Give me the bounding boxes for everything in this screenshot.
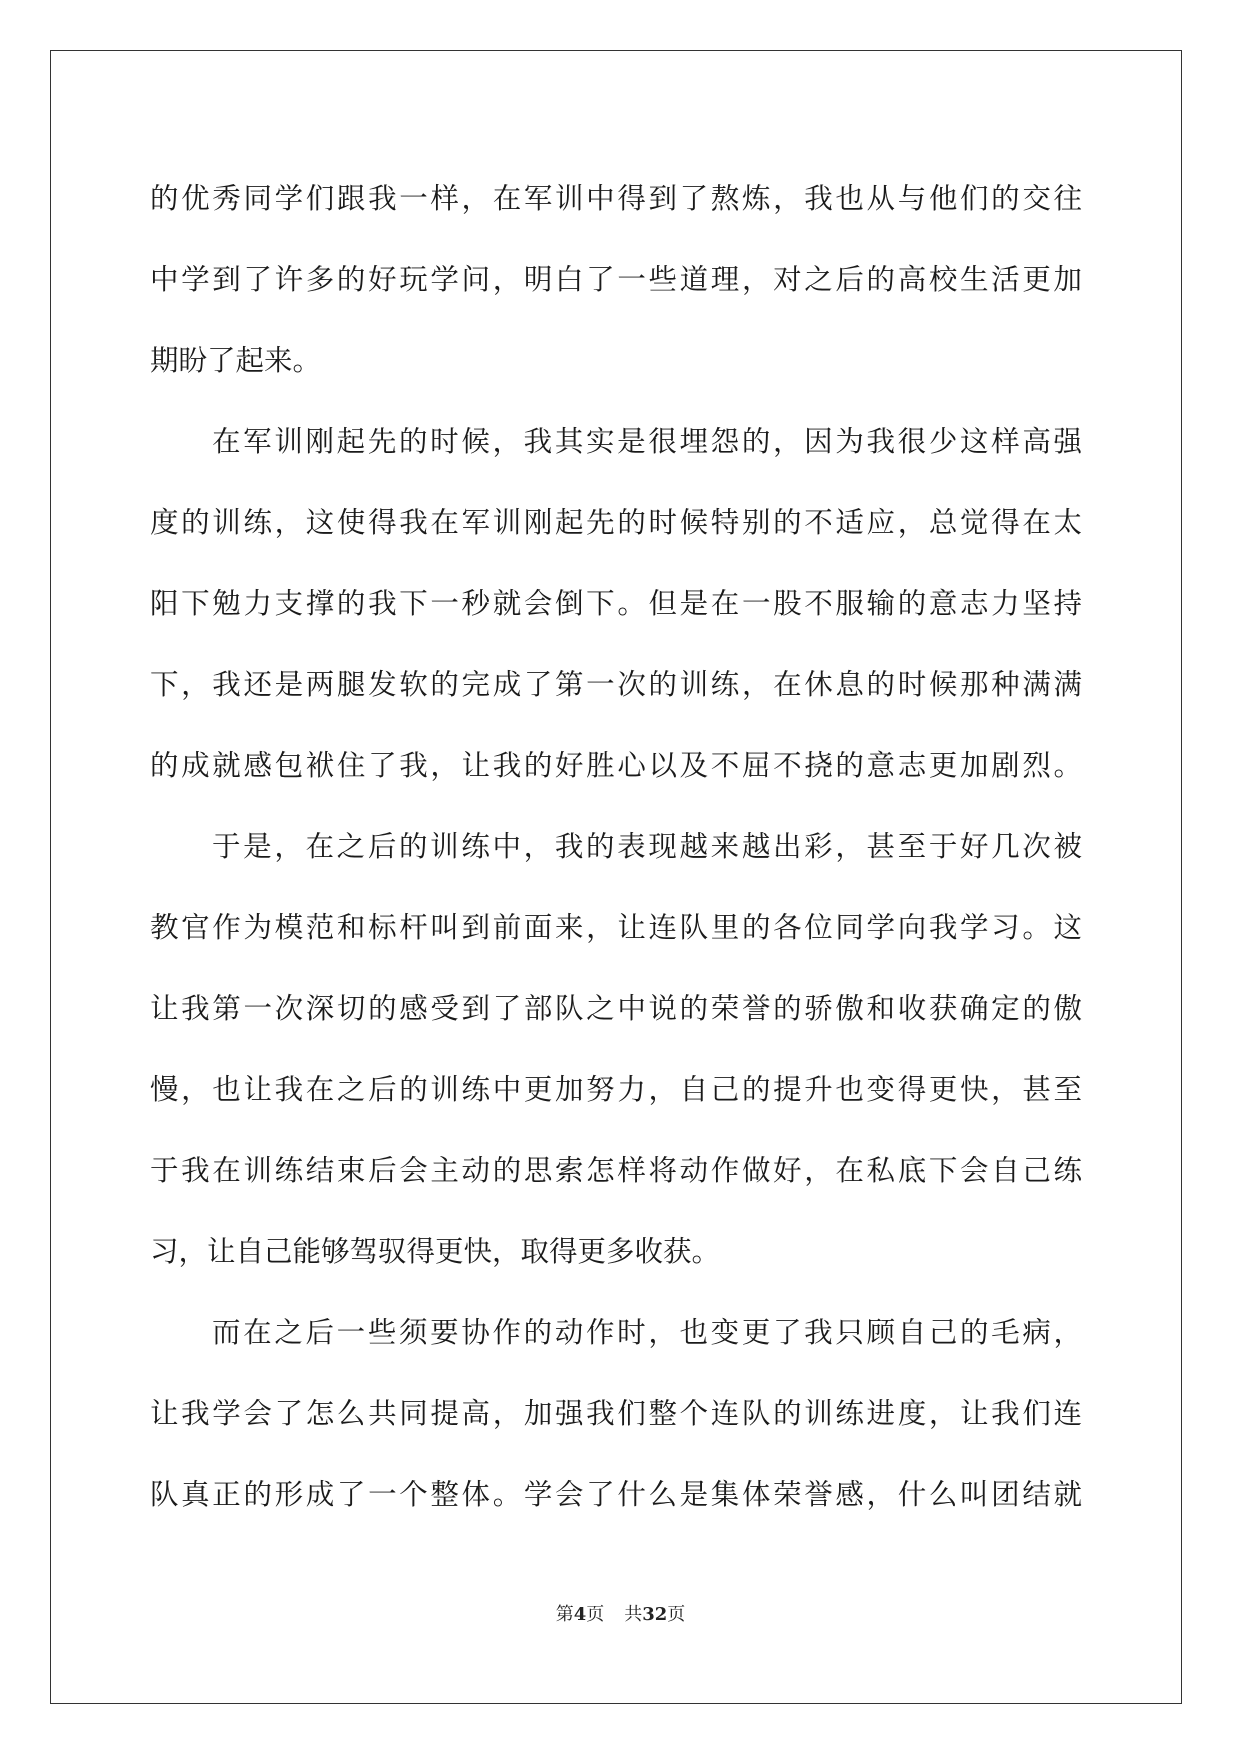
text-line: 于是，在之后的训练中，我的表现越来越出彩，甚至于好几次被 <box>212 830 1082 863</box>
paragraph-4 <box>150 1292 1082 1535</box>
text-line: 期盼了起来。 <box>150 344 322 377</box>
total-prefix: 共 <box>624 1604 643 1625</box>
text-line: 阳下勉力支撑的我下一秒就会倒下。但是在一股不服输的意志力坚持 <box>150 587 1082 620</box>
text-line: 教官作为模范和标杆叫到前面来，让连队里的各位同学向我学习。这 <box>150 911 1082 944</box>
page-suffix: 页 <box>586 1604 605 1625</box>
text-line: 习，让自己能够驾驭得更快，取得更多收获。 <box>150 1235 721 1268</box>
text-line: 于我在训练结束后会主动的思索怎样将动作做好，在私底下会自己练 <box>150 1154 1082 1187</box>
paragraph-3 <box>150 806 1082 1292</box>
page-prefix: 第 <box>555 1604 574 1625</box>
text-line: 下，我还是两腿发软的完成了第一次的训练，在休息的时候那种满满 <box>150 668 1082 701</box>
text-line: 度的训练，这使得我在军训刚起先的时候特别的不适应，总觉得在太 <box>150 506 1082 539</box>
text-line: 让我学会了怎么共同提高，加强我们整个连队的训练进度，让我们连 <box>150 1397 1082 1430</box>
page-footer <box>0 1600 1241 1626</box>
page-number: 4 <box>573 1604 587 1625</box>
text-line: 的成就感包袱住了我，让我的好胜心以及不屈不挠的意志更加剧烈。 <box>150 749 1082 782</box>
text-line: 而在之后一些须要协作的动作时，也变更了我只顾自己的毛病， <box>212 1316 1082 1349</box>
text-line: 让我第一次深切的感受到了部队之中说的荣誉的骄傲和收获确定的傲 <box>150 992 1082 1025</box>
text-line: 中学到了许多的好玩学问，明白了一些道理，对之后的高校生活更加 <box>150 263 1082 296</box>
document-body <box>150 158 1082 1535</box>
total-pages: 32 <box>642 1604 668 1625</box>
text-line: 队真正的形成了一个整体。学会了什么是集体荣誉感，什么叫团结就 <box>150 1478 1082 1511</box>
paragraph-2 <box>150 401 1082 806</box>
text-line: 慢，也让我在之后的训练中更加努力，自己的提升也变得更快，甚至 <box>150 1073 1082 1106</box>
text-line: 的优秀同学们跟我一样，在军训中得到了熬炼，我也从与他们的交往 <box>150 182 1082 215</box>
paragraph-1 <box>150 158 1082 401</box>
text-line: 在军训刚起先的时候，我其实是很埋怨的，因为我很少这样高强 <box>212 425 1082 458</box>
total-suffix: 页 <box>667 1604 686 1625</box>
